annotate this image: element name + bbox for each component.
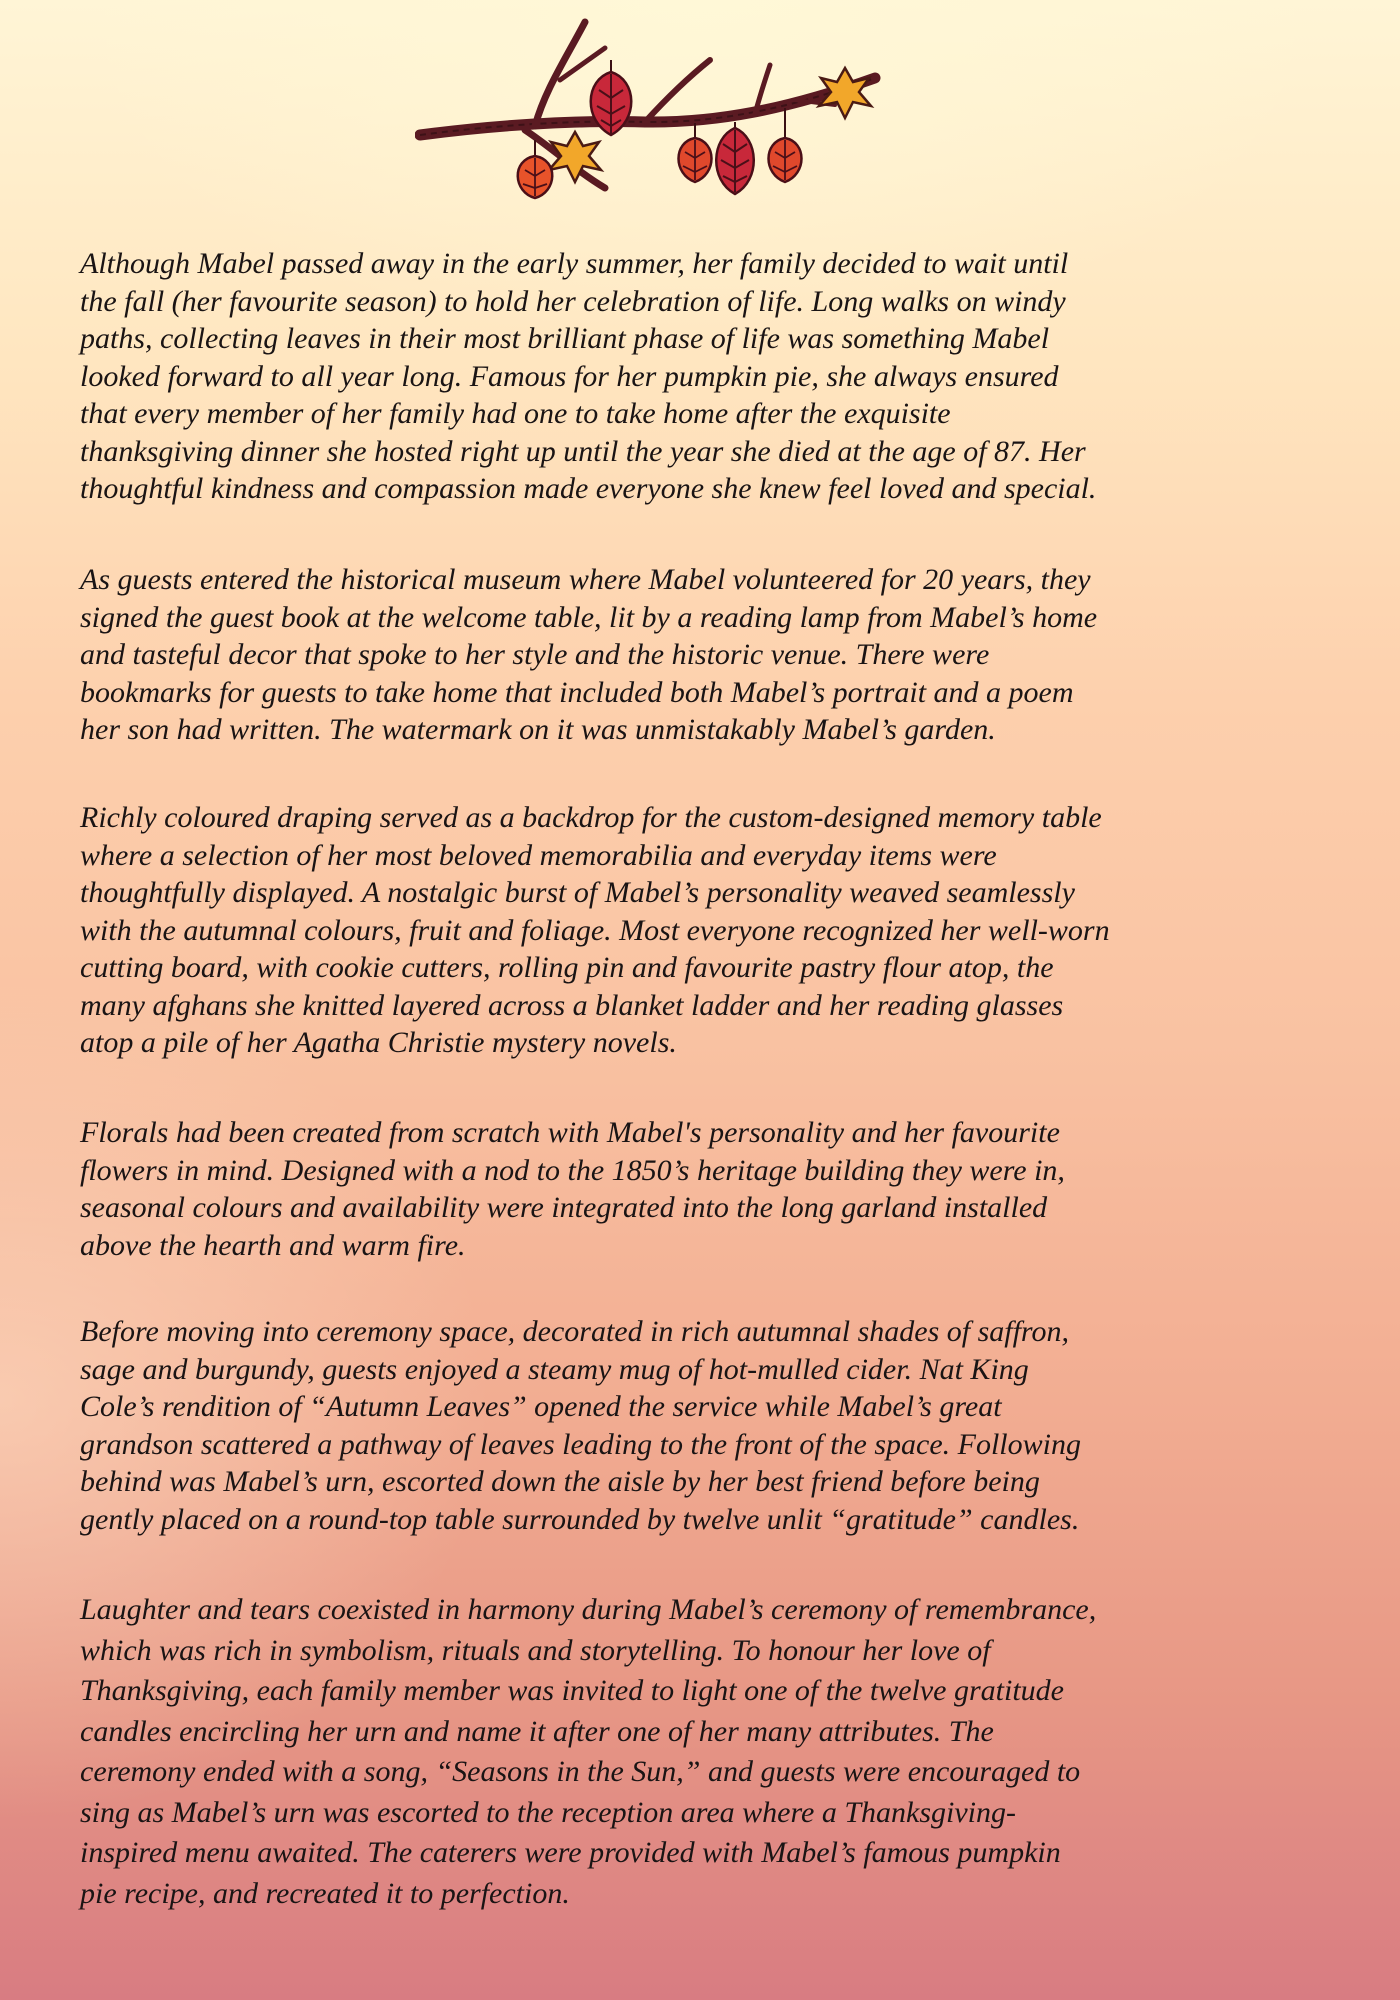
paragraph-florals: Florals had been created from scratch with Mabel's personality and her favourite flowers in mind. Designed with a nod to the 1850’s heritage building they were in, seasonal colours and availability were integrated into the long garland installed above the hearth and warm fire. xyxy=(80,1116,1065,1262)
paragraph-welcome-table: As guests entered the historical museum where Mabel volunteered for 20 years, they signed the guest book at the welcome table, lit by a reading lamp from Mabel’s home and tasteful decor that spoke to her style and the historic venue. There were bookmarks for guests to take home that included both Mabel’s portrait and a poem her son had written. The watermark on it was unmistakably Mabel’s garden. xyxy=(80,563,1098,746)
paragraph-memory-table: Richly coloured draping served as a backdrop for the custom-designed memory table where a selection of her most beloved memorabilia and everyday items were thoughtfully displayed. A nostalgic burst of Mabel’s personality weaved seamlessly with the autumnal colours, fruit and foliage. Most everyone recognized her well-worn cutting board, with cookie cutters, rolling pin and favourite pastry flour atop, the many afghans she knitted layered across a blanket ladder and her reading glasses atop a pile of her Agatha Christie mystery novels. xyxy=(80,801,1110,1059)
paragraph-ceremony-remembrance: Laughter and tears coexisted in harmony during Mabel’s ceremony of remembrance, which was rich in symbolism, rituals and storytelling. To honour her love of Thanksgiving, each family member was invited to light one of the twelve gratitude candles encircling her urn and name it after one of her many attributes. The ceremony ended with a song, “Seasons in the Sun,” and guests were encouraged to sing as Mabel’s urn was escorted to the reception area where a Thanksgiving- inspired menu awaited. The caterers were provided with Mabel’s famous pumpkin pie recipe, and recreated it to perfection. xyxy=(80,1593,1097,1910)
paragraph-ceremony-entrance: Before moving into ceremony space, decorated in rich autumnal shades of saffron, sage and burgundy, guests enjoyed a steamy mug of hot-mulled cider. Nat King Cole’s rendition of “Autumn Leaves” opened the service while Mabel’s great grandson scattered a pathway of leaves leading to the front of the space. Following behind was Mabel’s urn, escorted down the aisle by her best friend before being gently placed on a round-top table surrounded by twelve unlit “gratitude” candles. xyxy=(80,1315,1081,1536)
autumn-branch-with-leaves-icon xyxy=(415,10,905,210)
paragraph-celebration-of-life: Although Mabel passed away in the early summer, her family decided to wait until the fall (her favourite season) to hold her celebration of life. Long walks on windy paths, collecting leaves in their most brilliant phase of life was something Mabel looked forward to all year long. Famous for her pumpkin pie, she always ensured that every member of her family had one to take home after the exquisite thanksgiving dinner she hosted right up until the year she died at the age of 87. Her thoughtful kindness and compassion made everyone she knew feel loved and special. xyxy=(80,247,1097,505)
autumn-branch-illustration xyxy=(415,10,905,210)
